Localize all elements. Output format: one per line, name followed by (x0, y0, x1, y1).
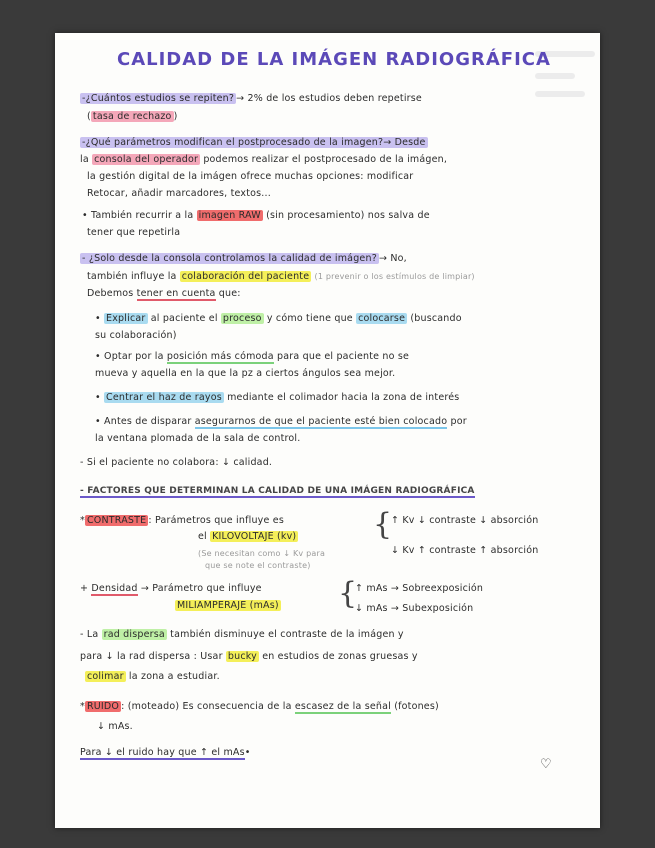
density-high-mas: ↑ mAs → Sobreexposición (355, 583, 484, 594)
note-line-2: ( tasa de rechazo ) (87, 111, 178, 122)
note-line-4: la consola del operador podemos realizar el postprocesado de la imágen, (80, 154, 448, 165)
note-line-6: Retocar, añadir marcadores, textos... (87, 188, 271, 199)
note-line-25: + Densidad → Parámetro que influye (80, 583, 262, 594)
note-line-3: -¿Qué parámetros modifican el postprocesado de la imagen?→ Desde (82, 137, 426, 148)
note-line-10: también influye la colaboración del paciente (1 prevenir o los estímulos de limpiar) (87, 271, 475, 282)
note-line-14: • Optar por la posición más cómoda para que el paciente no se (95, 351, 410, 362)
note-line-22: el KILOVOLTAJE (kv) (198, 531, 297, 542)
note-line-27: - La rad dispersa también disminuye el contraste de la imágen y (80, 629, 404, 640)
note-line-8: tener que repetirla (87, 227, 181, 238)
brace-icon: { (373, 507, 393, 542)
contrast-high-kv: ↑ Kv ↓ contraste ↓ absorción (391, 515, 539, 526)
note-line-12: • Explicar al paciente el proceso y cómo tiene que colocarse (buscando (95, 313, 462, 324)
note-line-19: - Si el paciente no colabora: ↓ calidad. (80, 457, 273, 468)
note-line-29: colimar la zona a estudiar. (87, 671, 220, 682)
note-line-31: ↓ mAs. (97, 721, 133, 732)
note-line-18: la ventana plomada de la sala de control. (95, 433, 301, 444)
section-heading: - FACTORES QUE DETERMINAN LA CALIDAD DE UNA IMÁGEN RADIOGRÁFICA (80, 486, 475, 496)
bleed-through-mark (535, 91, 585, 97)
heart-icon: ♡ (540, 757, 552, 772)
note-line-24: que se note el contraste) (205, 561, 311, 570)
notebook-page (55, 33, 600, 828)
note-line-21: * CONTRASTE : Parámetros que influye es (80, 515, 284, 526)
note-line-28: para ↓ la rad dispersa : Usar bucky en estudios de zonas gruesas y (80, 651, 418, 662)
density-low-mas: ↓ mAs → Subexposición (355, 603, 474, 614)
note-line-32: Para ↓ el ruido hay que ↑ el mAs• (80, 747, 251, 758)
note-line-30: * RUIDO : (moteado) Es consecuencia de la escasez de la señal (fotones) (80, 701, 439, 712)
note-line-1: -¿Cuántos estudios se repiten? → 2% de los estudios deben repetirse (82, 93, 422, 104)
page-title: CALIDAD DE LA IMÁGEN RADIOGRÁFICA (117, 49, 551, 70)
note-line-17: • Antes de disparar asegurarnos de que el paciente esté bien colocado por (95, 416, 467, 427)
note-line-23: (Se necesitan como ↓ Kv para (198, 549, 326, 558)
bleed-through-mark (535, 73, 575, 79)
contrast-low-kv: ↓ Kv ↑ contraste ↑ absorción (391, 545, 539, 556)
note-line-15: mueva y aquella en la que la pz a ciertos ángulos sea mejor. (95, 368, 396, 379)
note-line-5: la gestión digital de la imágen ofrece muchas opciones: modificar (87, 171, 414, 182)
note-line-7: • También recurrir a la imagen RAW (sin procesamiento) nos salva de (82, 210, 430, 221)
note-line-9: - ¿Solo desde la consola controlamos la calidad de imágen? → No, (82, 253, 407, 264)
note-line-11: Debemos tener en cuenta que: (87, 288, 241, 299)
note-line-16: • Centrar el haz de rayos mediante el colimador hacia la zona de interés (95, 392, 460, 403)
note-line-13: su colaboración) (95, 330, 177, 341)
brace-icon: { (338, 576, 358, 611)
note-line-26: MILIAMPERAJE (mAs) (177, 600, 279, 611)
